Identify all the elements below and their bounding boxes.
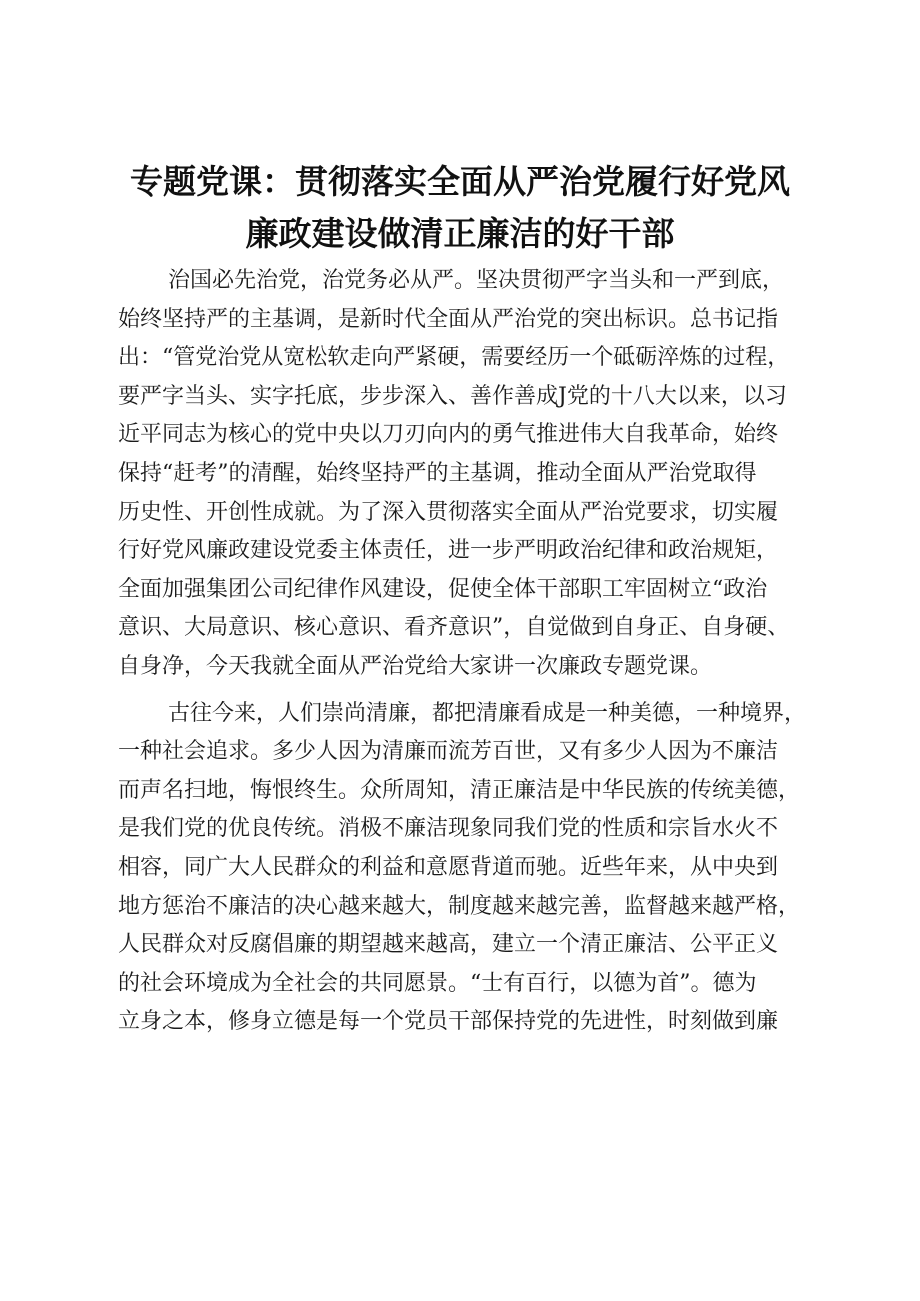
- document-title: [100, 156, 820, 260]
- paragraph-line: 始终坚持严的主基调，是新时代全面从严治党的突出标识。总书记指: [118, 306, 779, 332]
- paragraph-1: [118, 262, 824, 687]
- paragraph-line: 是我们党的优良传统。消极不廉洁现象同我们党的性质和宗旨水火不: [118, 816, 779, 842]
- paragraph-line: 人民群众对反腐倡廉的期望越来越高，建立一个清正廉洁、公平正义: [118, 932, 779, 958]
- paragraph-line: 自身净，今天我就全面从严治党给大家讲一次廉政专题党课。: [118, 653, 713, 679]
- paragraph-line: 行好党风廉政建设党委主体责任，进一步严明政治纪律和政治规矩，: [118, 538, 779, 564]
- paragraph-line: 全面加强集团公司纪律作风建设，促使全体干部职工牢固树立“政治: [118, 576, 768, 602]
- paragraph-line: 一种社会追求。多少人因为清廉而流芳百世，又有多少人因为不廉洁: [118, 739, 779, 765]
- paragraph-line: 保持“赶考”的清醒，始终坚持严的主基调，推动全面从严治党取得: [118, 460, 757, 486]
- paragraph-2: [118, 695, 824, 1042]
- paragraph-line: 的社会环境成为全社会的共同愿景。“士有百行，以德为首”。德为: [118, 970, 757, 996]
- paragraph-line: 意识、大局意识、核心意识、看齐意识”，自觉做到自身正、自身硬、: [118, 615, 790, 641]
- paragraph-line: 治国必先治党，治党务必从严。坚决贯彻严字当头和一严到底，: [168, 268, 785, 293]
- paragraph-line: 出：“管党治党从宽松软走向严紧硬，需要经历一个砥砺淬炼的过程，: [118, 345, 790, 371]
- paragraph-line: 历史性、开创性成就。为了深入贯彻落实全面从严治党要求，切实履: [118, 499, 779, 525]
- paragraph-line: 古往今来，人们崇尚清廉，都把清廉看成是一种美德，一种境界，: [168, 700, 807, 726]
- paragraph-line: 相容，同广大人民群众的利益和意愿背道而驰。近些年来，从中央到: [118, 854, 779, 880]
- document-body: [118, 262, 824, 1042]
- paragraph-line: 要严字当头、实字托底，步步深入、善作善成J党的十八大以来，以习: [118, 383, 787, 409]
- title-line-1: 专题党课：贯彻落实全面从严治党履行好党风: [130, 162, 790, 201]
- paragraph-line: 地方惩治不廉洁的决心越来越大，制度越来越完善，监督越来越严格，: [118, 893, 801, 919]
- paragraph-spacer: [118, 687, 824, 695]
- paragraph-line: 近平同志为核心的党中央以刀刃向内的勇气推进伟大自我革命，始终: [118, 422, 779, 448]
- title-line-2: 廉政建设做清正廉洁的好干部: [245, 214, 675, 253]
- paragraph-line: 而声名扫地，悔恨终生。众所周知，清正廉洁是中华民族的传统美德，: [118, 777, 801, 803]
- paragraph-line: 立身之本，修身立德是每一个党员干部保持党的先进性，时刻做到廉: [118, 1009, 779, 1035]
